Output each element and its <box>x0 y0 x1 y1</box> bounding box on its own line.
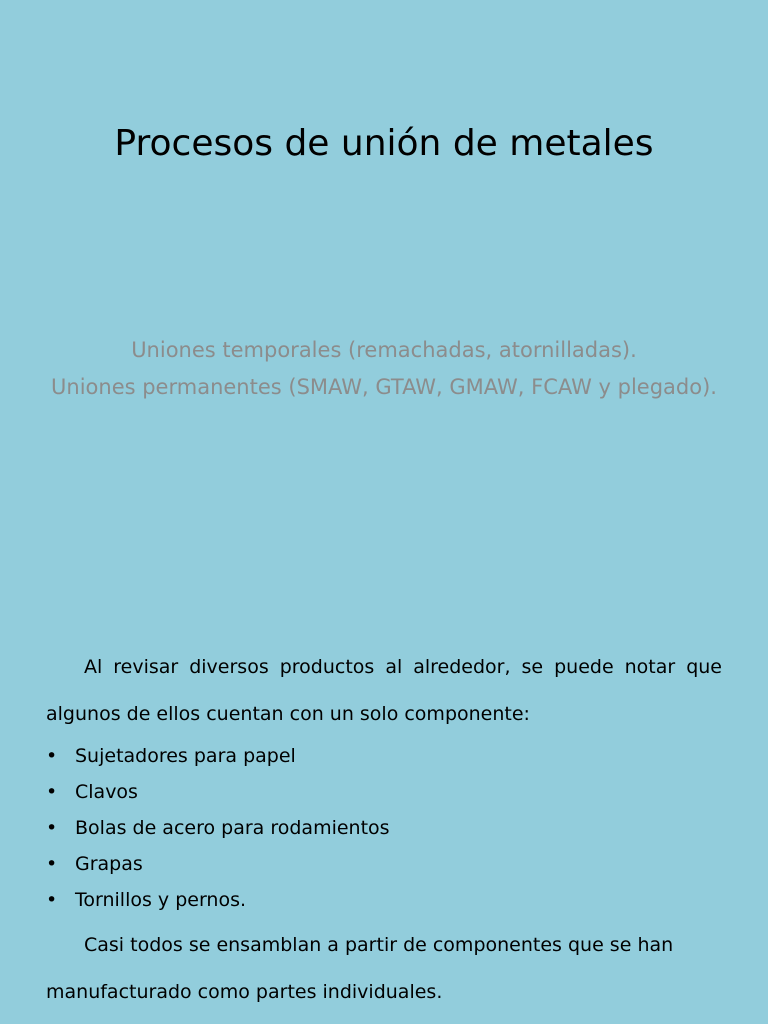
slide-subtitle <box>0 332 768 406</box>
list-item-label: Tornillos y pernos. <box>75 889 247 911</box>
list-item <box>46 738 722 774</box>
list-item-label: Grapas <box>75 853 143 875</box>
bullet-icon: • <box>46 817 58 839</box>
list-item <box>46 846 722 882</box>
bullet-icon: • <box>46 853 58 875</box>
list-item-label: Sujetadores para papel <box>75 745 296 767</box>
list-item <box>46 774 722 810</box>
bullet-icon: • <box>46 745 58 767</box>
list-item <box>46 810 722 846</box>
subtitle-line: Uniones temporales (remachadas, atornilladas). <box>131 338 637 362</box>
subtitle-line: Uniones permanentes (SMAW, GTAW, GMAW, FCAW y plegado). <box>51 375 717 399</box>
list-item-label: Clavos <box>75 781 138 803</box>
list-item-label: Bolas de acero para rodamientos <box>75 817 390 839</box>
closing-paragraph: Casi todos se ensamblan a partir de componentes que se han manufacturado como partes individuales. <box>46 934 674 1003</box>
bullet-list <box>46 738 722 918</box>
list-item <box>46 882 722 918</box>
intro-paragraph: Al revisar diversos productos al alrededor, se puede notar que algunos de ellos cuentan con un solo componente: <box>46 656 722 725</box>
bullet-icon: • <box>46 889 58 911</box>
bullet-icon: • <box>46 781 58 803</box>
body-text <box>46 644 722 1016</box>
slide-title: Procesos de unión de metales <box>114 123 654 164</box>
